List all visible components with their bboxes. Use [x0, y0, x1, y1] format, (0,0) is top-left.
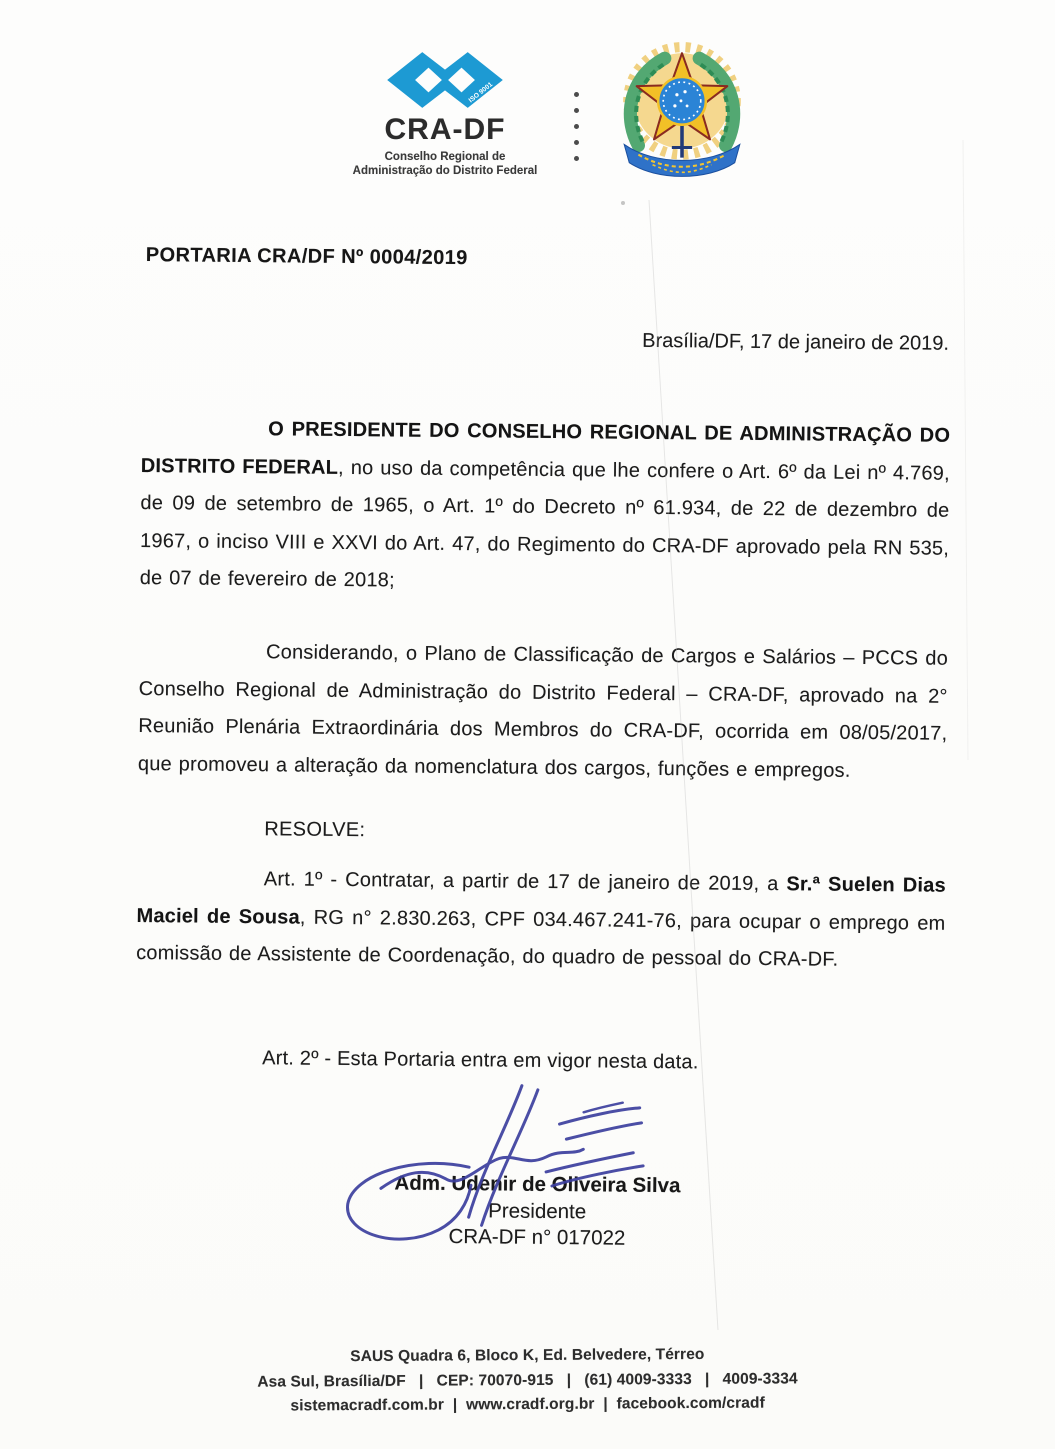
date-line: Brasília/DF, 17 de janeiro de 2019.: [642, 329, 950, 355]
signature-block: [133, 1168, 941, 1255]
footer-contact-line: Asa Sul, Brasília/DF | CEP: 70070-915 | (61) 4009-3333 | 4009-3334: [257, 1369, 798, 1391]
footer-address-line: SAUS Quadra 6, Bloco K, Ed. Belvedere, Térreo: [350, 1345, 705, 1366]
org-name-line1: Conselho Regional de: [384, 151, 506, 163]
signer-role: Presidente: [488, 1198, 587, 1223]
paragraph-preamble: [140, 410, 951, 606]
art1-prefix-text: Art. 1º - Contratar, a partir de 17 de janeiro de 2019, a: [263, 868, 787, 896]
paragraph-art1: [136, 860, 946, 981]
org-acronym: CRA-DF: [384, 113, 506, 146]
signer-name: Adm. Udenir de Oliveira Silva: [394, 1171, 681, 1198]
footer-web-line: sistemacradf.com.br | www.cradf.org.br | facebook.com/cradf: [290, 1394, 765, 1415]
preamble-bold-text: O PRESIDENTE DO CONSELHO REGIONAL DE ADMINISTRAÇÃO DO DISTRITO FEDERAL: [140, 418, 951, 479]
document-title: PORTARIA CRA/DF Nº 0004/2019: [145, 244, 468, 270]
art1-name-bold: Sr.ª Suelen Dias Maciel de Sousa: [136, 873, 946, 929]
iso-label: ISO 9001: [467, 81, 495, 105]
paragraph-art2: Art. 2º - Esta Portaria entra em vigor nesta data.: [262, 1047, 699, 1074]
signer-registration: CRA-DF n° 017022: [448, 1225, 626, 1250]
art1-rest-text: , RG n° 2.830.263, CPF 034.467.241-76, para ocupar o emprego em comissão de Assistente de Coordenação, do quadro de pessoal do CRA-DF.: [136, 906, 946, 971]
resolve-label: RESOLVE:: [264, 818, 366, 842]
preamble-text: , no uso da competência que lhe confere o Art. 6º da Lei nº 4.769, de 09 de setembro de 1965, o Art. 1º do Decreto nº 61.934, de 22 de dezembro de 1967, o inciso VIII e XXVI do Art. 47, do Regimento do CRA-DF aprovado pela RN 535, de 07 de fevereiro de 2018;: [139, 456, 950, 592]
paragraph-considerando: Considerando, o Plano de Classificação de Cargos e Salários – PCCS do Conselho Regional de Administração do Distrito Federal – CRA-DF, aprovado na 2° Reunião Plenária Extraordinária dos Membros do CRA-DF, ocorrida em 08/05/2017, que promoveu a alteração da nomenclatura dos cargos, funções e empregos.: [137, 641, 949, 782]
footer: [0, 1341, 1055, 1421]
org-name-line2: Administração do Distrito Federal: [352, 165, 538, 177]
